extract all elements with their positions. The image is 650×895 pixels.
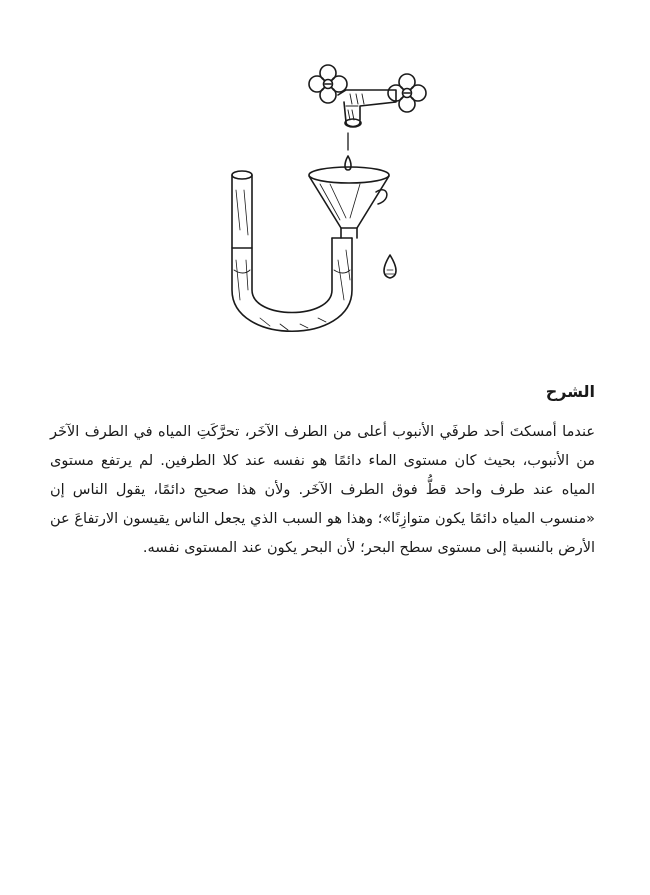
water-level-illustration (200, 60, 440, 350)
faucet-left-handle (309, 65, 347, 103)
droplet (384, 255, 396, 278)
u-tube (232, 171, 352, 331)
faucet-funnel-tube-drawing (200, 60, 440, 350)
funnel (309, 167, 389, 238)
explanation-paragraph: عندما أمسكتَ أحد طرفَي الأنبوب أعلى من الطرف الآخَر، تحرَّكَتِ المياه في الطرف الآخَر من الأنبوب، بحيث كان مستوى الماء دائمًا هو نفسه عند كلا الطرفين. لم يرتفع مستوى المياه عند طرف واحد قطُّ فوق الطرف الآخَر. ولأن هذا صحيح دائمًا، يقول الناس إن «منسوب المياه دائمًا يكون متوازِنًا»؛ وهذا هو السبب الذي يجعل الناس يقيسون الارتفاعَ عن الأرض بالنسبة إلى مستوى سطح البحر؛ لأن البحر يكون عند المستوى نفسه. (50, 424, 595, 556)
faucet-spout (338, 90, 396, 127)
faucet-right-handle (388, 74, 426, 112)
section-title: الشرح (545, 382, 595, 401)
water-drip (345, 133, 351, 170)
